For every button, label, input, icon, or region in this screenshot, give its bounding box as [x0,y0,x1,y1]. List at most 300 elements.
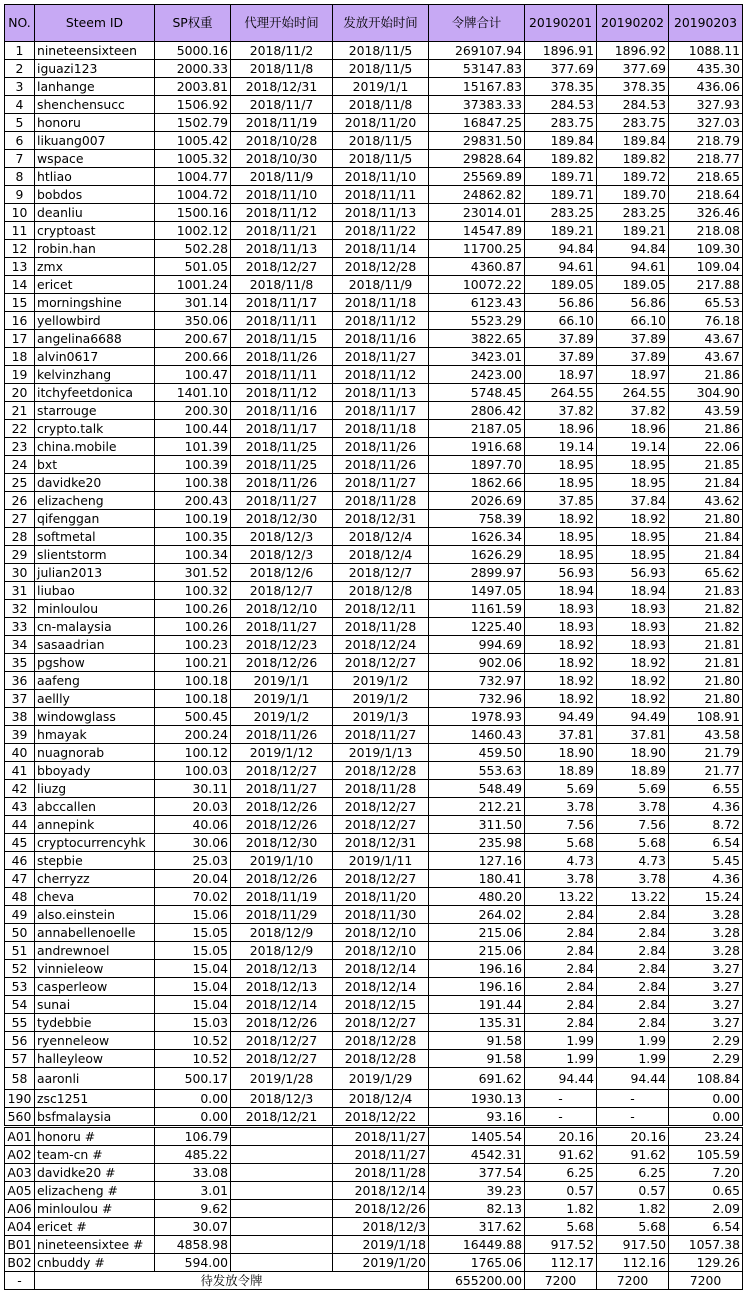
cell-payout-start: 2018/11/27 [333,348,429,366]
table-row [5,474,743,492]
cell-20190201: 18.95 [525,528,597,546]
table-row [5,978,743,996]
cell-token-total: 1862.66 [429,474,525,492]
cell-delegation-start: 2018/11/7 [231,96,333,114]
cell-sp: 100.32 [155,582,231,600]
cell-payout-start: 2018/12/27 [333,1014,429,1032]
cell-20190201: 2.84 [525,942,597,960]
cell-20190202: 18.90 [597,744,669,762]
cell-20190201: 377.69 [525,60,597,78]
table-row [5,816,743,834]
cell-20190202: 2.84 [597,1014,669,1032]
table-row [5,78,743,96]
cell-token-total: 459.50 [429,744,525,762]
cell-no: 21 [5,402,35,420]
cell-payout-start: 2018/11/14 [333,240,429,258]
cell-payout-start: 2018/11/10 [333,168,429,186]
cell-20190203: 21.77 [669,762,743,780]
cell-no: 55 [5,1014,35,1032]
cell-steem-id: china.mobile [35,438,155,456]
cell-delegation-start: 2018/11/11 [231,312,333,330]
table-row [5,762,743,780]
cell-steem-id: halleyleow [35,1050,155,1068]
cell-20190201: - [525,1090,597,1108]
cell-20190203: 109.04 [669,258,743,276]
cell-20190202: 112.16 [597,1254,669,1272]
cell-delegation-start: 2018/10/28 [231,132,333,150]
cell-20190203: 6.55 [669,780,743,798]
cell-payout-start: 2018/12/14 [333,1182,429,1200]
cell-no: 17 [5,330,35,348]
cell-20190203: 43.67 [669,330,743,348]
cell-token-total: 16449.88 [429,1236,525,1254]
cell-delegation-start: 2018/11/21 [231,222,333,240]
table-row [5,186,743,204]
cell-no: 15 [5,294,35,312]
cell-20190202: 5.69 [597,780,669,798]
cell-20190203: 4.36 [669,870,743,888]
cell-20190203: 3.27 [669,996,743,1014]
cell-token-total: 91.58 [429,1032,525,1050]
cell-token-total: 25569.89 [429,168,525,186]
cell-steem-id: liubao [35,582,155,600]
cell-token-total: 2187.05 [429,420,525,438]
cell-payout-start: 2018/11/5 [333,42,429,60]
cell-20190202: 5.68 [597,1218,669,1236]
cell-token-total: 758.39 [429,510,525,528]
table-row [5,618,743,636]
cell-20190202: 283.75 [597,114,669,132]
table-row [5,780,743,798]
cell-20190201: 18.95 [525,474,597,492]
cell-token-total: 732.96 [429,690,525,708]
cell-no: 25 [5,474,35,492]
cell-delegation-start: 2018/12/26 [231,870,333,888]
cell-steem-id: cnbuddy # [35,1254,155,1272]
cell-20190203: 76.18 [669,312,743,330]
cell-20190203: 21.81 [669,654,743,672]
cell-payout-start: 2018/12/14 [333,978,429,996]
cell-20190203: 218.65 [669,168,743,186]
cell-no: 44 [5,816,35,834]
table-row [5,708,743,726]
cell-token-total: 317.62 [429,1218,525,1236]
cell-20190201: 37.89 [525,330,597,348]
cell-sp: 100.35 [155,528,231,546]
table-row [5,312,743,330]
table-row [5,492,743,510]
cell-20190201: 1896.91 [525,42,597,60]
cell-steem-id: qifenggan [35,510,155,528]
cell-20190201: 5.69 [525,780,597,798]
cell-20190202: 0.57 [597,1182,669,1200]
cell-token-total: 691.62 [429,1068,525,1090]
cell-20190203: 21.79 [669,744,743,762]
cell-token-total: 82.13 [429,1200,525,1218]
cell-20190203: 65.62 [669,564,743,582]
cell-20190203: 0.00 [669,1090,743,1108]
cell-delegation-start: 2018/12/30 [231,834,333,852]
cell-20190201: 18.94 [525,582,597,600]
cell-no: 19 [5,366,35,384]
cell-20190201: 18.96 [525,420,597,438]
table-row [5,366,743,384]
cell-delegation-start: 2018/11/25 [231,456,333,474]
cell-no: A04 [5,1218,35,1236]
cell-token-total: 1405.54 [429,1127,525,1146]
cell-token-total: 1161.59 [429,600,525,618]
cell-token-total: 1626.29 [429,546,525,564]
cell-20190203: 43.67 [669,348,743,366]
cell-20190201: 18.92 [525,636,597,654]
cell-delegation-start: 2018/11/11 [231,366,333,384]
table-row [5,384,743,402]
cell-20190203: 21.86 [669,366,743,384]
cell-delegation-start: 2018/11/8 [231,60,333,78]
cell-20190202: 3.78 [597,870,669,888]
cell-20190203: 21.80 [669,510,743,528]
table-row [5,834,743,852]
cell-no: 30 [5,564,35,582]
cell-sp: 485.22 [155,1146,231,1164]
cell-token-total: 15167.83 [429,78,525,96]
cell-delegation-start: 2018/11/19 [231,114,333,132]
cell-delegation-start: 2018/12/9 [231,924,333,942]
cell-20190201: 2.84 [525,978,597,996]
cell-delegation-start: 2018/11/9 [231,168,333,186]
cell-payout-start: 2018/12/26 [333,1200,429,1218]
cell-20190202: 37.84 [597,492,669,510]
cell-token-total: 1916.68 [429,438,525,456]
cell-steem-id: bxt [35,456,155,474]
cell-sp: 1005.32 [155,150,231,168]
cell-no: 190 [5,1090,35,1108]
cell-payout-start: 2018/11/28 [333,1164,429,1182]
cell-20190201: 283.75 [525,114,597,132]
cell-20190202: 189.05 [597,276,669,294]
cell-payout-start: 2018/11/5 [333,132,429,150]
cell-20190201: 283.25 [525,204,597,222]
cell-sp: 1004.72 [155,186,231,204]
cell-no: 22 [5,420,35,438]
cell-token-total: 215.06 [429,942,525,960]
cell-no: 40 [5,744,35,762]
table-row [5,852,743,870]
cell-steem-id: shenchensucc [35,96,155,114]
cell-no: 37 [5,690,35,708]
cell-20190203: 3.28 [669,942,743,960]
cell-delegation-start: 2018/12/23 [231,636,333,654]
table-row [5,654,743,672]
cell-20190202: 1896.92 [597,42,669,60]
cell-20190203: 15.24 [669,888,743,906]
cell-payout-start: 2018/11/27 [333,1146,429,1164]
cell-steem-id: iguazi123 [35,60,155,78]
cell-20190202: 37.89 [597,330,669,348]
col-header-token-total: 令牌合计 [429,5,525,42]
cell-sp: 100.03 [155,762,231,780]
cell-sp: 100.18 [155,672,231,690]
cell-payout-start: 2018/11/18 [333,420,429,438]
cell-sp: 100.47 [155,366,231,384]
cell-20190202: 18.93 [597,636,669,654]
cell-20190201: 189.05 [525,276,597,294]
cell-20190203: 21.80 [669,690,743,708]
cell-no: 12 [5,240,35,258]
cell-20190201: 7.56 [525,816,597,834]
cell-steem-id: bobdos [35,186,155,204]
cell-sp: 10.52 [155,1050,231,1068]
cell-20190203: 2.29 [669,1050,743,1068]
cell-delegation-start: 2019/1/10 [231,852,333,870]
cell-delegation-start: 2018/12/3 [231,546,333,564]
cell-delegation-start [231,1254,333,1272]
cell-20190203: 21.83 [669,582,743,600]
cell-payout-start: 2018/12/8 [333,582,429,600]
cell-payout-start: 2018/12/4 [333,1090,429,1108]
cell-20190203: 65.53 [669,294,743,312]
cell-sp: 100.26 [155,618,231,636]
cell-sp: 100.44 [155,420,231,438]
cell-20190203: 109.30 [669,240,743,258]
cell-sp: 501.05 [155,258,231,276]
col-header-no: NO. [5,5,35,42]
cell-payout-start: 2018/12/4 [333,528,429,546]
cell-delegation-start: 2018/11/8 [231,276,333,294]
cell-sp: 100.12 [155,744,231,762]
cell-20190203: 218.64 [669,186,743,204]
cell-steem-id: cn-malaysia [35,618,155,636]
table-row [5,1014,743,1032]
cell-no: 52 [5,960,35,978]
table-row [5,564,743,582]
cell-20190202: - [597,1090,669,1108]
cell-20190202: 1.82 [597,1200,669,1218]
cell-payout-start: 2018/11/28 [333,492,429,510]
cell-20190202: 18.95 [597,456,669,474]
cell-delegation-start: 2018/12/26 [231,798,333,816]
cell-sp: 1004.77 [155,168,231,186]
cell-delegation-start [231,1200,333,1218]
cell-delegation-start: 2018/11/27 [231,618,333,636]
cell-steem-id: deanliu [35,204,155,222]
cell-sp: 10.52 [155,1032,231,1050]
cell-steem-id: kelvinzhang [35,366,155,384]
cell-token-total: 4542.31 [429,1146,525,1164]
cell-delegation-start: 2018/12/27 [231,762,333,780]
cell-sp: 200.67 [155,330,231,348]
cell-20190202: 378.35 [597,78,669,96]
cell-token-total: 1225.40 [429,618,525,636]
cell-no: 26 [5,492,35,510]
cell-no: 27 [5,510,35,528]
cell-sp: 5000.16 [155,42,231,60]
cell-20190203: 21.86 [669,420,743,438]
cell-token-total: 1626.34 [429,528,525,546]
cell-token-total: 732.97 [429,672,525,690]
cell-payout-start: 2018/11/17 [333,402,429,420]
cell-20190201: 2.84 [525,906,597,924]
table-body [5,42,743,1290]
table-row [5,582,743,600]
cell-payout-start: 2018/11/16 [333,330,429,348]
cell-payout-start: 2018/11/5 [333,150,429,168]
cell-token-total: 5523.29 [429,312,525,330]
cell-20190203: 108.84 [669,1068,743,1090]
cell-steem-id: pgshow [35,654,155,672]
cell-no: A03 [5,1164,35,1182]
distribution-table-container [4,4,742,1290]
cell-no: 11 [5,222,35,240]
cell-20190203: 327.93 [669,96,743,114]
cell-steem-id: stepbie [35,852,155,870]
cell-no: 2 [5,60,35,78]
cell-payout-start: 2018/11/9 [333,276,429,294]
cell-20190202: 20.16 [597,1127,669,1146]
cell-20190203: 7.20 [669,1164,743,1182]
cell-20190203: 3.28 [669,924,743,942]
cell-steem-id: ericet # [35,1218,155,1236]
cell-sp: 1005.42 [155,132,231,150]
cell-steem-id: casperleow [35,978,155,996]
cell-20190201: 189.71 [525,186,597,204]
cell-steem-id: lanhange [35,78,155,96]
cell-token-total: 553.63 [429,762,525,780]
cell-delegation-start: 2018/12/3 [231,528,333,546]
cell-no: 3 [5,78,35,96]
cell-20190201: 19.14 [525,438,597,456]
table-row [5,888,743,906]
cell-20190201: 13.22 [525,888,597,906]
table-row [5,672,743,690]
table-row [5,1050,743,1068]
cell-token-total: 212.21 [429,798,525,816]
cell-delegation-start: 2018/12/27 [231,258,333,276]
cell-20190202: 18.97 [597,366,669,384]
cell-no: 34 [5,636,35,654]
cell-sp: 502.28 [155,240,231,258]
cell-payout-start: 2019/1/13 [333,744,429,762]
cell-20190201: 18.93 [525,618,597,636]
table-row [5,1254,743,1272]
cell-token-total: 16847.25 [429,114,525,132]
cell-token-total: 39.23 [429,1182,525,1200]
cell-sp: 100.26 [155,600,231,618]
cell-20190203: 21.84 [669,546,743,564]
cell-20190203: 43.62 [669,492,743,510]
cell-sp: 15.03 [155,1014,231,1032]
cell-sp: 100.38 [155,474,231,492]
cell-20190202: 6.25 [597,1164,669,1182]
cell-20190203: 8.72 [669,816,743,834]
cell-sp: 30.07 [155,1218,231,1236]
cell-sp: 3.01 [155,1182,231,1200]
cell-20190201: 18.97 [525,366,597,384]
cell-steem-id: sasaadrian [35,636,155,654]
cell-no: 42 [5,780,35,798]
cell-20190202: 2.84 [597,942,669,960]
cell-sp: 15.06 [155,906,231,924]
cell-steem-id: bboyady [35,762,155,780]
cell-token-total: 1765.06 [429,1254,525,1272]
cell-steem-id: liuzg [35,780,155,798]
cell-20190202: 37.89 [597,348,669,366]
cell-20190201: 5.68 [525,1218,597,1236]
cell-20190202: 283.25 [597,204,669,222]
cell-20190202: 1.99 [597,1032,669,1050]
cell-20190202: 19.14 [597,438,669,456]
cell-token-total: 480.20 [429,888,525,906]
cell-20190203: 3.28 [669,906,743,924]
cell-payout-start: 2018/12/28 [333,1050,429,1068]
table-row [5,1127,743,1146]
cell-steem-id: abccallen [35,798,155,816]
cell-20190201: 1.99 [525,1032,597,1050]
footer-20190201: 7200 [525,1272,597,1290]
cell-20190201: 91.62 [525,1146,597,1164]
cell-20190202: 377.69 [597,60,669,78]
table-row [5,96,743,114]
cell-20190203: 1057.38 [669,1236,743,1254]
cell-delegation-start: 2018/11/29 [231,906,333,924]
cell-no: 24 [5,456,35,474]
cell-no: 51 [5,942,35,960]
cell-20190203: 435.30 [669,60,743,78]
cell-20190202: 264.55 [597,384,669,402]
cell-20190201: 5.68 [525,834,597,852]
cell-payout-start: 2018/12/10 [333,942,429,960]
cell-sp: 15.04 [155,978,231,996]
cell-no: 41 [5,762,35,780]
cell-steem-id: itchyfeetdonica [35,384,155,402]
cell-20190201: 2.84 [525,960,597,978]
cell-20190203: 326.46 [669,204,743,222]
cell-payout-start: 2018/11/20 [333,888,429,906]
cell-20190201: 18.93 [525,600,597,618]
cell-steem-id: cheva [35,888,155,906]
cell-20190202: 2.84 [597,906,669,924]
cell-token-total: 269107.94 [429,42,525,60]
cell-20190202: 18.95 [597,546,669,564]
cell-no: 48 [5,888,35,906]
cell-payout-start: 2019/1/18 [333,1236,429,1254]
cell-payout-start: 2019/1/11 [333,852,429,870]
table-row [5,168,743,186]
cell-delegation-start: 2018/12/10 [231,600,333,618]
cell-sp: 100.19 [155,510,231,528]
cell-steem-id: julian2013 [35,564,155,582]
cell-20190201: 37.81 [525,726,597,744]
cell-20190202: 94.49 [597,708,669,726]
cell-sp: 200.30 [155,402,231,420]
cell-delegation-start: 2018/11/17 [231,294,333,312]
cell-payout-start: 2018/11/11 [333,186,429,204]
cell-20190203: 217.88 [669,276,743,294]
cell-20190202: 18.93 [597,618,669,636]
table-row [5,1164,743,1182]
cell-sp: 106.79 [155,1127,231,1146]
cell-sp: 200.24 [155,726,231,744]
cell-no: 56 [5,1032,35,1050]
cell-sp: 1002.12 [155,222,231,240]
cell-delegation-start: 2018/12/21 [231,1108,333,1127]
cell-20190201: 18.95 [525,456,597,474]
cell-no: 43 [5,798,35,816]
cell-payout-start: 2018/11/27 [333,1127,429,1146]
cell-no: 33 [5,618,35,636]
cell-payout-start: 2018/12/28 [333,1032,429,1050]
cell-20190203: 6.54 [669,834,743,852]
